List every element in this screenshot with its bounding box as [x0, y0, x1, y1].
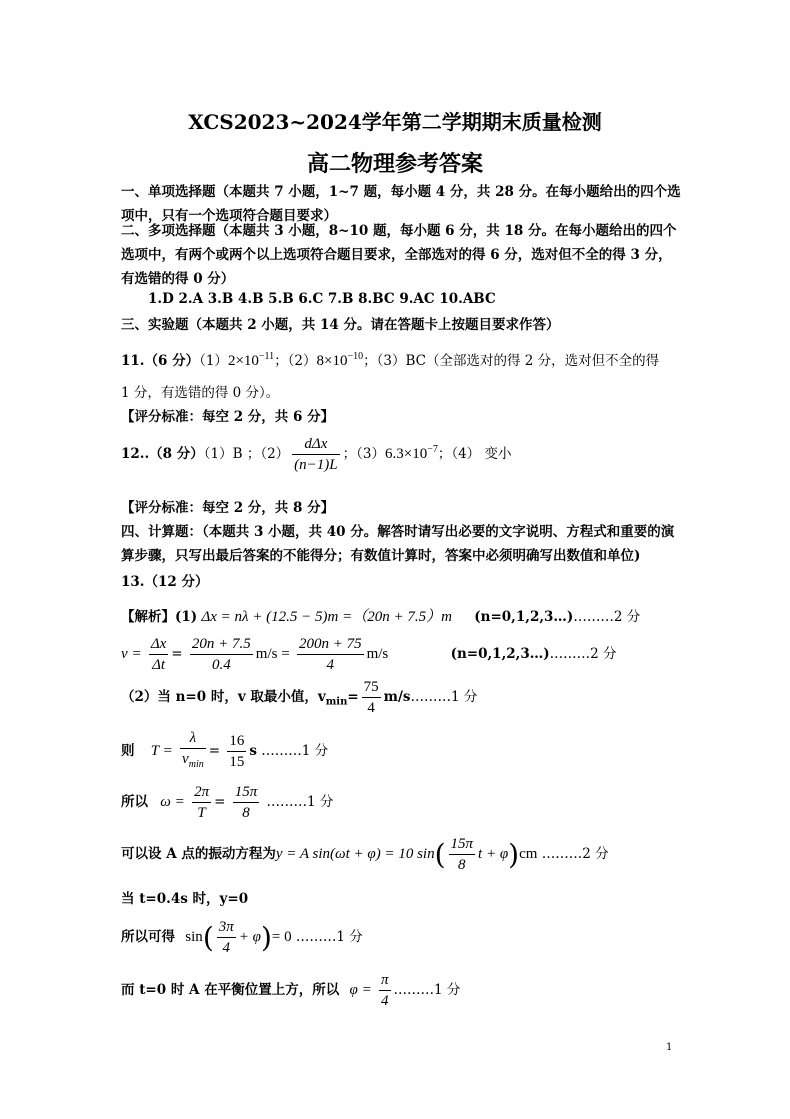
- q13-line-8: 所以可得 sin( $\frac{3\pi}{4}$ + φ)= 0 ………1 分: [121, 919, 363, 956]
- q13-line-3: （2）当 n=0 时，v 取最小值，$v_{min}=$ $\frac{75}{4}$ m/s………1 分: [121, 679, 478, 716]
- omega-fraction-2: $\frac{15\pi}{8}$: [234, 784, 258, 821]
- q12-a4: ；（4） 变小: [437, 446, 512, 462]
- q11-a3: ；（3）BC（全部选对的得 2 分，选对但不全的得: [363, 353, 660, 369]
- page-subtitle: 高二物理参考答案: [306, 151, 483, 177]
- phase-fraction: $\frac{3\pi}{4}$: [218, 919, 234, 956]
- velocity-fraction-3: $\frac{200n + 75}{4}$: [298, 636, 362, 673]
- q12-fraction: $\frac{\text{dΔx}}{(n-1)L}$: [294, 436, 338, 473]
- vmin-fraction: $\frac{75}{4}$: [363, 679, 379, 716]
- q12-line: [121, 434, 511, 475]
- q13-line-5: 所以 ω = $\frac{2\pi}{T}$ = $\frac{15\pi}{8}$ ………1 分: [121, 784, 334, 821]
- wave-distance-equation: Δx = nλ + (12.5 − 5)m =（20n + 7.5）m: [201, 609, 452, 625]
- q12-label: 12..（8 分）: [121, 446, 204, 462]
- q11-a2-value: $8\times 10^{-10}$: [316, 351, 364, 369]
- score-mark: ………2 分: [549, 646, 617, 662]
- q12-a1: （1）B ；（2）: [203, 446, 290, 462]
- period-fraction-1: $\frac{\lambda}{v_{min}}$: [182, 730, 204, 770]
- q13-line-7: 当 t=0.4s 时，y=0: [121, 891, 249, 907]
- q13-label: 13.（12 分）: [121, 574, 209, 590]
- q11-line: [121, 349, 659, 370]
- score-mark: ………2 分: [541, 846, 609, 862]
- q13-line-2: v = $\frac{\Delta x}{\Delta t}$ = $\frac{20n + 7.5}{0.4}$ m/s = $\frac{200n + 75}{4}$ m/s (n=0,1,2,3…)………2 分: [121, 636, 617, 673]
- score-mark: ………2 分: [573, 609, 641, 625]
- analysis-label: 【解析】(1): [121, 609, 198, 625]
- q13-line-1: [121, 605, 640, 626]
- n-condition-2: (n=0,1,2,3…): [450, 646, 550, 662]
- page-number: 1: [666, 1042, 673, 1053]
- score-mark: ………1 分: [393, 982, 461, 998]
- velocity-fraction-2: $\frac{20n + 7.5}{0.4}$: [191, 636, 251, 673]
- phi-fraction: $\frac{\pi}{4}$: [380, 972, 389, 1009]
- score-mark: ………1 分: [410, 689, 478, 705]
- section-single-choice: 一、单项选择题（本题共 7 小题，1~7 题，每小题 4 分，共 28 分。在每小题给出的四个选项中，只有一个选项符合题目要求）: [121, 184, 681, 224]
- q11-a1-value: $2\times 10^{-11}$: [227, 351, 275, 369]
- velocity-fraction-1: $\frac{\Delta x}{\Delta t}$: [150, 636, 167, 673]
- section-calculation: 四、计算题：（本题共 3 小题，共 40 分。解答时请写出必要的文字说明、方程式和重要的演算步骤，只写出最后答案的不能得分；有数值计算时，答案中必须明确写出数值和单位): [121, 524, 675, 564]
- section-multi-choice: 二、多项选择题（本题共 3 小题，8~10 题，每小题 6 分，共 18 分。在每小题给出的四个选项中，有两个或两个以上选项符合题目要求，全部选对的得 6 分，选对但不全的得 3 分，有选错的得 0 分）: [121, 223, 677, 287]
- score-mark: ………1 分: [266, 794, 334, 810]
- q11-score-criteria: 【评分标准：每空 2 分，共 6 分】: [121, 409, 335, 425]
- section-experiment: 三、实验题（本题共 2 小题，共 14 分。请在答题卡上按题目要求作答）: [121, 317, 560, 333]
- n-condition: (n=0,1,2,3…): [474, 609, 574, 625]
- omega-fraction-1: $\frac{2\pi}{T}$: [194, 784, 210, 821]
- q11-label: 11.（6 分）: [121, 353, 200, 369]
- page-title: XCS2023~2024学年第二学期期末质量检测: [188, 110, 602, 134]
- period-fraction-2: $\frac{16}{15}$: [229, 733, 245, 770]
- q11-a1-prefix: （1）: [199, 353, 228, 369]
- q12-a3-value: $6.3\times 10^{-7}$: [384, 444, 438, 462]
- q13-line-9: 而 t=0 时 A 在平衡位置上方，所以 φ = $\frac{\pi}{4}$ ………1 分: [121, 972, 461, 1009]
- vibration-equation: y = A sin(ωt + φ) = 10 sin: [275, 846, 435, 862]
- q12-score-criteria: 【评分标准：每空 2 分，共 8 分】: [121, 500, 335, 516]
- q13-line-6: 可以设 A 点的振动方程为y = A sin(ωt + φ) = 10 sin( $\frac{15\pi}{8}$ t + φ)cm ………2 分: [121, 836, 609, 873]
- q13-line-4: 则 T = $\frac{\lambda}{v_{min}}$ = $\frac{16}{15}$ s ………1 分: [121, 728, 328, 775]
- q11-continuation: 1 分，有选错的得 0 分）。: [121, 385, 280, 401]
- q11-a2-prefix: ；（2）: [274, 353, 317, 369]
- choice-answers: 1.D 2.A 3.B 4.B 5.B 6.C 7.B 8.BC 9.AC 10.ABC: [148, 291, 496, 307]
- q12-a3-prefix: ；（3）: [342, 446, 385, 462]
- score-mark: ………1 分: [261, 743, 329, 759]
- score-mark: ………1 分: [295, 929, 363, 945]
- vibration-fraction: $\frac{15\pi}{8}$: [450, 836, 474, 873]
